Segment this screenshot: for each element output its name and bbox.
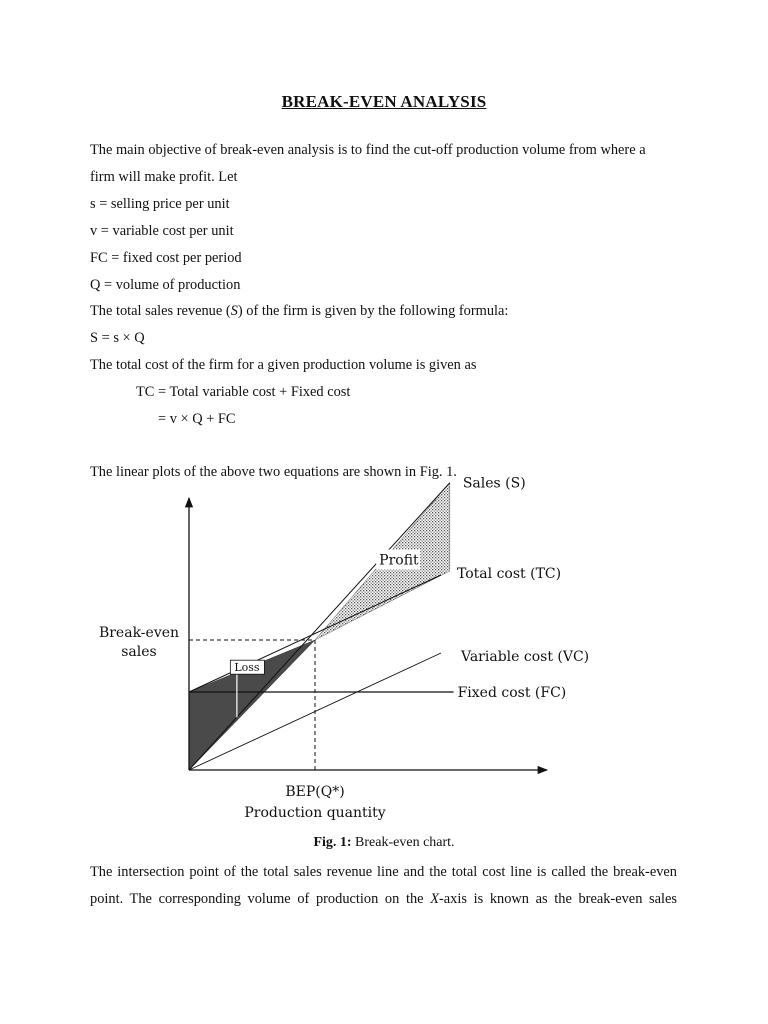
sales-line (189, 483, 450, 770)
y-axis-label-line-2: sales (121, 644, 157, 660)
y-axis-label-line-1: Break-even (98, 625, 180, 641)
fixed-cost-series-label: Fixed cost (FC) (457, 685, 567, 701)
after-line-1: The intersection point of the total sales revenue line and the total cost line is called the break-even (90, 864, 677, 880)
loss-region (189, 640, 315, 770)
total-cost-series-label: Total cost (TC) (457, 566, 562, 582)
tc-formula-1: TC = Total variable cost + Fixed cost (136, 384, 351, 400)
figure-caption (0, 835, 768, 851)
break-even-chart (0, 470, 768, 830)
sales-series-label: Sales (S) (462, 475, 526, 492)
profit-label: Profit (379, 552, 419, 569)
definition-fc: FC = fixed cost per period (90, 250, 242, 266)
plots-sentence: The linear plots of the above two equations are shown in Fig. 1. (90, 464, 457, 480)
cost-sentence: The total cost of the firm for a given production volume is given as (90, 357, 477, 373)
total-cost-line (189, 575, 441, 692)
after-line-2 (90, 890, 677, 908)
intro-line-2: firm will make profit. Let (90, 169, 238, 185)
x-axis-label: Production quantity (244, 805, 386, 821)
sales-sentence-post: ) of the firm is given by the following formula: (237, 303, 509, 319)
x-symbol: X (430, 891, 439, 907)
sales-sentence-pre: The total sales revenue ( (90, 303, 231, 319)
definition-s: s = selling price per unit (90, 196, 230, 212)
definition-v: v = variable cost per unit (90, 223, 234, 239)
intro-line-1: The main objective of break-even analysis is to find the cut-off production volume from where a (90, 142, 646, 158)
definition-q: Q = volume of production (90, 277, 241, 293)
caption-text: Break-even chart. (351, 835, 455, 850)
sales-sentence (90, 302, 508, 320)
bep-tick-label: BEP(Q*) (285, 784, 345, 800)
after-line-2-post: -axis is known as the break-even sales (438, 891, 677, 907)
document-title: BREAK-EVEN ANALYSIS (281, 92, 487, 111)
after-line-2-pre: point. The corresponding volume of production on the (90, 891, 431, 907)
loss-label: Loss (234, 661, 260, 675)
tc-formula-2: = v × Q + FC (158, 411, 236, 427)
variable-cost-series-label: Variable cost (VC) (461, 649, 590, 665)
sales-symbol: S (230, 303, 238, 319)
caption-label: Fig. 1: (313, 835, 352, 850)
sales-formula: S = s × Q (90, 330, 145, 346)
